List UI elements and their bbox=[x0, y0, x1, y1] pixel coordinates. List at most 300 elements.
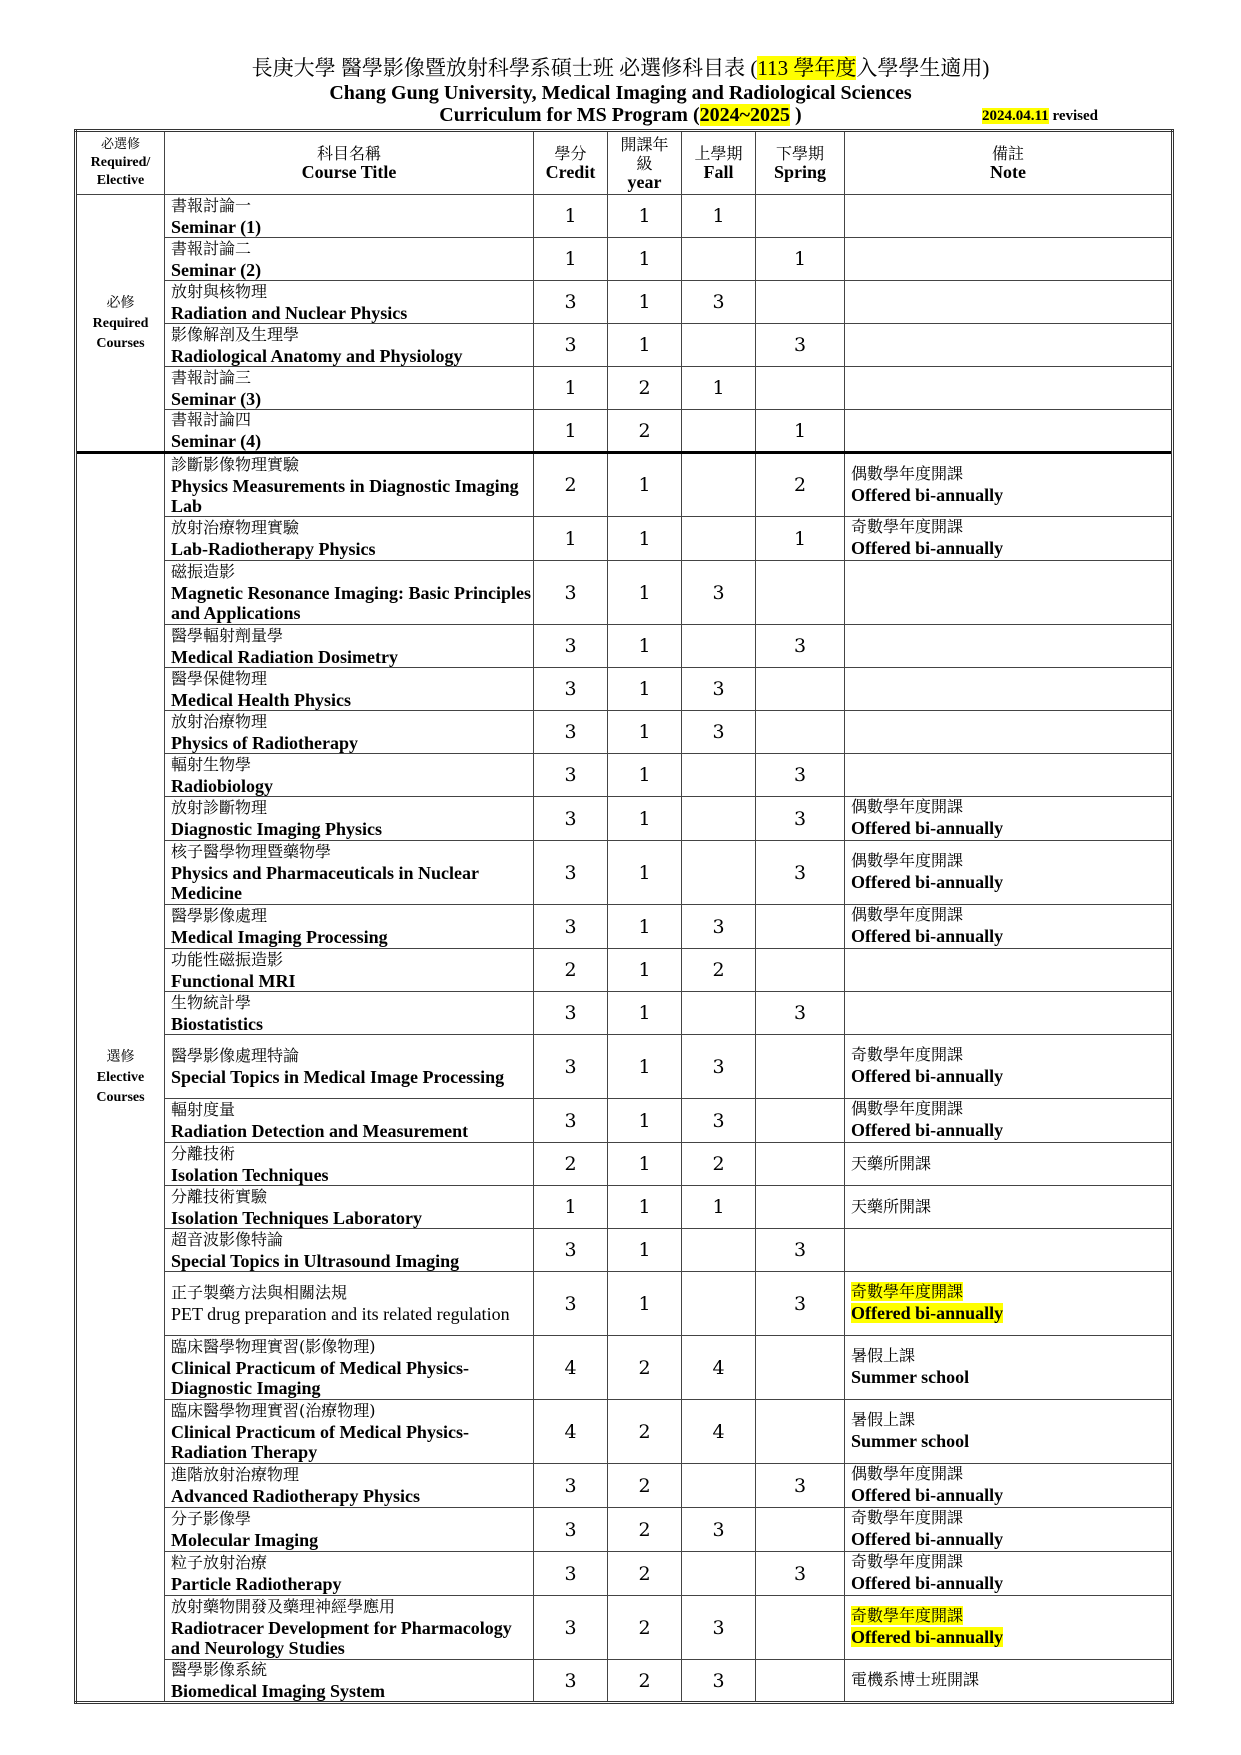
course-credit-cell bbox=[534, 1272, 608, 1336]
course-credit: 3 bbox=[564, 678, 577, 700]
course-year: 1 bbox=[638, 1196, 651, 1218]
course-name-en: Radiological Anatomy and Physiology bbox=[171, 345, 463, 366]
course-year-cell bbox=[608, 797, 682, 841]
table-row bbox=[76, 281, 1173, 324]
course-credit: 3 bbox=[564, 581, 577, 604]
note-zh: 奇數學年度開課 bbox=[851, 1508, 964, 1527]
note-en: Offered bi-annually bbox=[851, 1529, 1004, 1549]
course-fall: 1 bbox=[712, 205, 725, 227]
revision-date: 2024.04.11 revised bbox=[982, 108, 1098, 124]
note-zh: 偶數學年度開課 bbox=[851, 1099, 964, 1118]
course-year: 2 bbox=[638, 419, 651, 442]
course-name-zh: 診斷影像物理實驗 bbox=[171, 454, 300, 474]
course-spring-cell bbox=[756, 1508, 845, 1552]
course-fall-cell bbox=[682, 281, 756, 324]
course-title-cell bbox=[165, 1464, 534, 1508]
course-spring: 1 bbox=[793, 248, 807, 270]
course-spring: 3 bbox=[793, 1474, 807, 1497]
course-name-zh: 放射藥物開發及藥理神經學應用 bbox=[171, 1597, 396, 1616]
course-note-cell bbox=[845, 1143, 1173, 1186]
course-name-zh: 超音波影像特論 bbox=[171, 1229, 284, 1249]
course-credit-cell bbox=[534, 711, 608, 754]
course-year: 1 bbox=[638, 1055, 651, 1078]
course-spring-cell bbox=[756, 1596, 845, 1660]
course-name-zh: 分離技術實驗 bbox=[171, 1186, 268, 1206]
course-name-zh: 磁振造影 bbox=[171, 562, 236, 581]
course-note-cell bbox=[845, 1660, 1173, 1703]
course-note-cell bbox=[845, 1035, 1173, 1099]
table-row bbox=[76, 905, 1173, 949]
course-fall-cell bbox=[682, 453, 756, 517]
course-name-en: Physics and Pharmaceuticals in Nuclear Medicine bbox=[171, 863, 479, 903]
table-row bbox=[76, 1229, 1173, 1272]
note-en: Offered bi-annually bbox=[851, 1303, 1004, 1323]
course-credit: 2 bbox=[564, 1153, 577, 1175]
course-year-cell bbox=[608, 1508, 682, 1552]
course-credit: 3 bbox=[564, 1562, 577, 1585]
course-spring: 3 bbox=[793, 807, 807, 830]
course-year: 1 bbox=[638, 1292, 651, 1315]
course-title-cell bbox=[165, 281, 534, 324]
course-note-cell bbox=[845, 711, 1173, 754]
course-credit: 3 bbox=[564, 1002, 577, 1024]
course-fall: 3 bbox=[712, 581, 725, 604]
course-fall-cell bbox=[682, 711, 756, 754]
note-en: Offered bi-annually bbox=[851, 1627, 1004, 1647]
course-title-cell bbox=[165, 668, 534, 711]
course-fall-cell bbox=[682, 754, 756, 797]
course-note-cell bbox=[845, 1336, 1173, 1400]
course-spring-cell bbox=[756, 1660, 845, 1703]
course-name-zh: 分子影像學 bbox=[171, 1509, 252, 1528]
course-year: 1 bbox=[638, 1153, 651, 1175]
course-fall: 3 bbox=[712, 1669, 725, 1692]
course-title-cell bbox=[165, 1186, 534, 1229]
course-name-en: Seminar (2) bbox=[171, 259, 262, 280]
course-title-cell bbox=[165, 625, 534, 668]
course-year: 1 bbox=[638, 581, 651, 604]
course-name-en: Seminar (3) bbox=[171, 388, 262, 409]
course-credit-cell bbox=[534, 1099, 608, 1143]
course-fall-cell bbox=[682, 1336, 756, 1400]
course-credit: 4 bbox=[564, 1420, 577, 1443]
course-name-zh: 正子製藥方法與相關法規 bbox=[171, 1283, 348, 1302]
course-credit: 3 bbox=[564, 1239, 577, 1261]
note-en: Summer school bbox=[851, 1367, 970, 1387]
course-spring-cell bbox=[756, 949, 845, 992]
course-spring-cell bbox=[756, 1336, 845, 1400]
course-name-en: Functional MRI bbox=[171, 970, 296, 991]
title-english-line2: Curriculum for MS Program (2024~2025 ) bbox=[439, 104, 802, 126]
course-fall-cell bbox=[682, 949, 756, 992]
course-credit: 1 bbox=[564, 419, 577, 442]
course-note-cell bbox=[845, 453, 1173, 517]
course-spring-cell bbox=[756, 324, 845, 367]
course-credit: 3 bbox=[564, 1518, 577, 1541]
course-title-cell bbox=[165, 517, 534, 561]
course-spring-cell bbox=[756, 754, 845, 797]
required-label-en: Required Courses bbox=[92, 315, 149, 351]
course-name-en: Physics Measurements in Diagnostic Imaging Lab bbox=[171, 475, 519, 516]
note-zh: 電機系博士班開課 bbox=[851, 1670, 980, 1689]
course-year-cell bbox=[608, 668, 682, 711]
course-fall-cell bbox=[682, 797, 756, 841]
course-year-cell bbox=[608, 1660, 682, 1703]
note-zh: 奇數學年度開課 bbox=[851, 1282, 964, 1301]
course-name-zh: 書報討論一 bbox=[171, 195, 252, 215]
col-header-credit: 學分 Credit bbox=[534, 131, 608, 195]
course-name-en: Radiotracer Development for Pharmacology and Neurology Studies bbox=[171, 1618, 512, 1658]
note-zh: 奇數學年度開課 bbox=[851, 517, 964, 536]
course-year-cell bbox=[608, 1400, 682, 1464]
course-fall: 4 bbox=[712, 1356, 725, 1379]
course-title-cell bbox=[165, 367, 534, 410]
course-note-cell bbox=[845, 992, 1173, 1035]
course-credit-cell bbox=[534, 367, 608, 410]
elective-category-cell bbox=[76, 453, 165, 1703]
course-name-en: Radiobiology bbox=[171, 775, 274, 796]
course-year: 1 bbox=[638, 764, 651, 786]
course-spring: 3 bbox=[793, 1002, 807, 1024]
course-note-cell bbox=[845, 410, 1173, 453]
course-year-cell bbox=[608, 195, 682, 238]
course-spring-cell bbox=[756, 992, 845, 1035]
title-chinese: 長庚大學 醫學影像暨放射科學系碩士班 必選修科目表 (113 學年度入學學生適用) bbox=[251, 56, 990, 80]
course-name-zh: 影像解剖及生理學 bbox=[171, 324, 300, 344]
course-fall: 3 bbox=[712, 1518, 725, 1541]
table-row bbox=[76, 195, 1173, 238]
table-row bbox=[76, 1400, 1173, 1464]
course-name-en: Biomedical Imaging System bbox=[171, 1681, 385, 1701]
course-name-zh: 書報討論二 bbox=[171, 238, 252, 258]
course-credit: 3 bbox=[564, 915, 577, 938]
course-year: 1 bbox=[638, 721, 651, 743]
col-header-title: 科目名稱 Course Title bbox=[165, 131, 534, 195]
course-year-cell bbox=[608, 324, 682, 367]
course-title-cell bbox=[165, 410, 534, 453]
table-row bbox=[76, 238, 1173, 281]
note-zh: 偶數學年度開課 bbox=[851, 1464, 964, 1483]
course-credit-cell bbox=[534, 324, 608, 367]
course-note-cell bbox=[845, 195, 1173, 238]
course-note-cell bbox=[845, 561, 1173, 625]
course-note-cell bbox=[845, 1464, 1173, 1508]
course-note-cell bbox=[845, 1552, 1173, 1596]
course-spring: 1 bbox=[793, 527, 807, 550]
course-credit: 1 bbox=[564, 248, 577, 270]
course-credit-cell bbox=[534, 1143, 608, 1186]
course-fall: 3 bbox=[712, 291, 725, 313]
course-name-zh: 輻射生物學 bbox=[171, 754, 252, 774]
course-note-cell bbox=[845, 1508, 1173, 1552]
course-spring-cell bbox=[756, 625, 845, 668]
course-fall-cell bbox=[682, 1035, 756, 1099]
course-spring: 3 bbox=[793, 1292, 807, 1315]
course-credit: 3 bbox=[564, 764, 577, 786]
table-row bbox=[76, 1552, 1173, 1596]
required-category-cell bbox=[76, 195, 165, 453]
course-name-zh: 功能性磁振造影 bbox=[171, 949, 284, 969]
note-en: Offered bi-annually bbox=[851, 1120, 1004, 1140]
course-note-cell bbox=[845, 517, 1173, 561]
course-name-en: Isolation Techniques Laboratory bbox=[171, 1207, 423, 1228]
course-name-en: Lab-Radiotherapy Physics bbox=[171, 539, 376, 559]
note-en: Offered bi-annually bbox=[851, 484, 1004, 505]
course-name-en: Clinical Practicum of Medical Physics-Radiation Therapy bbox=[171, 1422, 469, 1462]
course-year-cell bbox=[608, 517, 682, 561]
course-credit-cell bbox=[534, 668, 608, 711]
col-header-year: 開課年級 year bbox=[608, 131, 682, 195]
title-english-line1: Chang Gung University, Medical Imaging and Radiological Sciences bbox=[329, 82, 912, 104]
course-fall: 3 bbox=[712, 721, 725, 743]
course-fall-cell bbox=[682, 1229, 756, 1272]
note-zh: 偶數學年度開課 bbox=[851, 851, 964, 870]
course-credit: 3 bbox=[564, 291, 577, 313]
course-spring-cell bbox=[756, 668, 845, 711]
note-en: Offered bi-annually bbox=[851, 872, 1004, 892]
course-credit: 1 bbox=[564, 527, 577, 550]
course-year-cell bbox=[608, 711, 682, 754]
course-title-cell bbox=[165, 1272, 534, 1336]
course-credit-cell bbox=[534, 517, 608, 561]
course-name-en: Medical Health Physics bbox=[171, 689, 351, 710]
course-year-cell bbox=[608, 1464, 682, 1508]
note-en: Offered bi-annually bbox=[851, 1573, 1004, 1593]
course-name-en: Magnetic Resonance Imaging: Basic Principles and Applications bbox=[171, 583, 531, 623]
course-fall-cell bbox=[682, 841, 756, 905]
course-year-cell bbox=[608, 1143, 682, 1186]
course-credit-cell bbox=[534, 453, 608, 517]
course-year: 2 bbox=[638, 1562, 651, 1585]
note-zh: 奇數學年度開課 bbox=[851, 1552, 964, 1571]
course-name-zh: 生物統計學 bbox=[171, 992, 252, 1012]
course-year-cell bbox=[608, 905, 682, 949]
course-year-cell bbox=[608, 1336, 682, 1400]
course-credit-cell bbox=[534, 1035, 608, 1099]
course-year: 2 bbox=[638, 1518, 651, 1541]
course-fall-cell bbox=[682, 992, 756, 1035]
course-credit: 3 bbox=[564, 1669, 577, 1692]
course-note-cell bbox=[845, 1272, 1173, 1336]
course-fall-cell bbox=[682, 1552, 756, 1596]
note-zh: 天藥所開課 bbox=[851, 1196, 932, 1216]
course-year: 2 bbox=[638, 377, 651, 399]
course-spring-cell bbox=[756, 195, 845, 238]
course-name-zh: 放射診斷物理 bbox=[171, 798, 268, 817]
table-row bbox=[76, 1272, 1173, 1336]
course-year-cell bbox=[608, 1229, 682, 1272]
course-fall: 3 bbox=[712, 1055, 725, 1078]
course-note-cell bbox=[845, 797, 1173, 841]
course-title-cell bbox=[165, 324, 534, 367]
elective-label-en: Elective Courses bbox=[96, 1070, 145, 1105]
course-fall: 3 bbox=[712, 1616, 725, 1639]
curriculum-table bbox=[74, 129, 1174, 1704]
course-name-en: Clinical Practicum of Medical Physics-Diagnostic Imaging bbox=[171, 1358, 469, 1398]
course-year: 1 bbox=[638, 1109, 651, 1132]
course-note-cell bbox=[845, 668, 1173, 711]
course-credit: 3 bbox=[564, 1474, 577, 1497]
course-credit-cell bbox=[534, 1400, 608, 1464]
course-note-cell bbox=[845, 281, 1173, 324]
course-credit: 1 bbox=[564, 1196, 577, 1218]
course-name-en: Radiation and Nuclear Physics bbox=[171, 302, 408, 323]
course-year-cell bbox=[608, 754, 682, 797]
table-row bbox=[76, 949, 1173, 992]
course-title-cell bbox=[165, 797, 534, 841]
course-credit-cell bbox=[534, 195, 608, 238]
course-note-cell bbox=[845, 1596, 1173, 1660]
course-credit-cell bbox=[534, 625, 608, 668]
course-credit-cell bbox=[534, 561, 608, 625]
course-credit: 3 bbox=[564, 861, 577, 884]
course-note-cell bbox=[845, 841, 1173, 905]
course-name-en: Molecular Imaging bbox=[171, 1530, 319, 1550]
course-name-en: Special Topics in Medical Image Processing bbox=[171, 1067, 505, 1087]
note-zh: 奇數學年度開課 bbox=[851, 1606, 964, 1625]
course-name-zh: 放射與核物理 bbox=[171, 281, 268, 301]
course-spring-cell bbox=[756, 281, 845, 324]
course-spring: 3 bbox=[793, 764, 807, 786]
course-spring-cell bbox=[756, 238, 845, 281]
course-title-cell bbox=[165, 949, 534, 992]
table-row bbox=[76, 1035, 1173, 1099]
course-spring-cell bbox=[756, 410, 845, 453]
course-title-cell bbox=[165, 905, 534, 949]
course-fall: 3 bbox=[712, 915, 725, 938]
table-row bbox=[76, 453, 1173, 517]
note-zh: 奇數學年度開課 bbox=[851, 1045, 964, 1064]
note-zh: 偶數學年度開課 bbox=[851, 463, 964, 483]
course-name-zh: 臨床醫學物理實習(治療物理) bbox=[171, 1401, 376, 1420]
course-spring: 3 bbox=[793, 635, 807, 657]
course-name-en: PET drug preparation and its related regulation bbox=[171, 1304, 510, 1324]
course-fall-cell bbox=[682, 1186, 756, 1229]
course-title-cell bbox=[165, 195, 534, 238]
course-spring: 3 bbox=[793, 334, 807, 356]
course-fall-cell bbox=[682, 324, 756, 367]
course-name-en: Seminar (4) bbox=[171, 431, 262, 451]
course-fall: 3 bbox=[712, 678, 725, 700]
course-fall-cell bbox=[682, 1508, 756, 1552]
program-year-highlight: 2024~2025 bbox=[699, 104, 791, 126]
course-fall-cell bbox=[682, 1596, 756, 1660]
course-year: 2 bbox=[638, 1474, 651, 1497]
course-year: 1 bbox=[638, 291, 651, 313]
course-fall-cell bbox=[682, 668, 756, 711]
table-row bbox=[76, 841, 1173, 905]
course-note-cell bbox=[845, 238, 1173, 281]
table-row bbox=[76, 797, 1173, 841]
course-credit-cell bbox=[534, 1552, 608, 1596]
course-name-zh: 醫學影像處理 bbox=[171, 906, 268, 925]
course-name-zh: 放射治療物理實驗 bbox=[171, 518, 300, 537]
course-spring-cell bbox=[756, 1035, 845, 1099]
course-note-cell bbox=[845, 1400, 1173, 1464]
course-name-zh: 書報討論三 bbox=[171, 367, 252, 387]
course-credit-cell bbox=[534, 905, 608, 949]
course-credit-cell bbox=[534, 238, 608, 281]
table-row bbox=[76, 517, 1173, 561]
course-title-cell bbox=[165, 453, 534, 517]
course-credit: 3 bbox=[564, 334, 577, 356]
course-spring: 3 bbox=[793, 1239, 807, 1261]
academic-year-highlight: 113 學年度 bbox=[757, 56, 857, 80]
course-year: 2 bbox=[638, 1420, 651, 1443]
course-name-zh: 醫學保健物理 bbox=[171, 668, 268, 688]
course-credit-cell bbox=[534, 797, 608, 841]
course-fall: 2 bbox=[712, 1153, 725, 1175]
course-year-cell bbox=[608, 625, 682, 668]
course-year-cell bbox=[608, 1272, 682, 1336]
course-name-en: Medical Radiation Dosimetry bbox=[171, 646, 398, 667]
course-name-en: Advanced Radiotherapy Physics bbox=[171, 1486, 421, 1506]
course-title-cell bbox=[165, 561, 534, 625]
course-title-cell bbox=[165, 1660, 534, 1703]
course-year: 1 bbox=[638, 474, 651, 496]
course-title-cell bbox=[165, 1099, 534, 1143]
course-title-cell bbox=[165, 754, 534, 797]
course-title-cell bbox=[165, 238, 534, 281]
course-fall-cell bbox=[682, 367, 756, 410]
course-credit-cell bbox=[534, 992, 608, 1035]
course-fall-cell bbox=[682, 1099, 756, 1143]
header-row bbox=[76, 131, 1173, 195]
course-name-zh: 醫學影像處理特論 bbox=[171, 1046, 300, 1065]
course-spring: 1 bbox=[793, 419, 807, 442]
course-title-cell bbox=[165, 1400, 534, 1464]
course-spring-cell bbox=[756, 1143, 845, 1186]
course-spring-cell bbox=[756, 517, 845, 561]
note-en: Summer school bbox=[851, 1431, 970, 1451]
course-title-cell bbox=[165, 841, 534, 905]
course-credit: 1 bbox=[564, 205, 577, 227]
course-year: 1 bbox=[638, 635, 651, 657]
course-credit: 2 bbox=[564, 474, 577, 496]
course-spring-cell bbox=[756, 841, 845, 905]
course-credit-cell bbox=[534, 1229, 608, 1272]
course-name-zh: 放射治療物理 bbox=[171, 711, 268, 731]
course-year: 1 bbox=[638, 527, 651, 550]
course-spring-cell bbox=[756, 1186, 845, 1229]
course-title-cell bbox=[165, 992, 534, 1035]
course-spring-cell bbox=[756, 453, 845, 517]
note-zh: 偶數學年度開課 bbox=[851, 905, 964, 924]
course-note-cell bbox=[845, 1229, 1173, 1272]
course-year-cell bbox=[608, 1552, 682, 1596]
course-name-en: Radiation Detection and Measurement bbox=[171, 1121, 469, 1141]
course-name-en: Particle Radiotherapy bbox=[171, 1574, 342, 1594]
table-row bbox=[76, 625, 1173, 668]
course-year-cell bbox=[608, 453, 682, 517]
course-name-zh: 核子醫學物理暨藥物學 bbox=[171, 842, 332, 861]
course-year-cell bbox=[608, 841, 682, 905]
table-row bbox=[76, 1464, 1173, 1508]
course-credit-cell bbox=[534, 1464, 608, 1508]
course-year: 1 bbox=[638, 807, 651, 830]
course-credit: 3 bbox=[564, 721, 577, 743]
course-spring-cell bbox=[756, 1400, 845, 1464]
course-year-cell bbox=[608, 992, 682, 1035]
course-spring-cell bbox=[756, 905, 845, 949]
course-year-cell bbox=[608, 561, 682, 625]
table-row bbox=[76, 1186, 1173, 1229]
col-header-type: 必選修 Required/ Elective bbox=[76, 131, 165, 195]
course-fall: 3 bbox=[712, 1109, 725, 1132]
course-fall-cell bbox=[682, 238, 756, 281]
course-note-cell bbox=[845, 1099, 1173, 1143]
note-en: Offered bi-annually bbox=[851, 538, 1004, 558]
